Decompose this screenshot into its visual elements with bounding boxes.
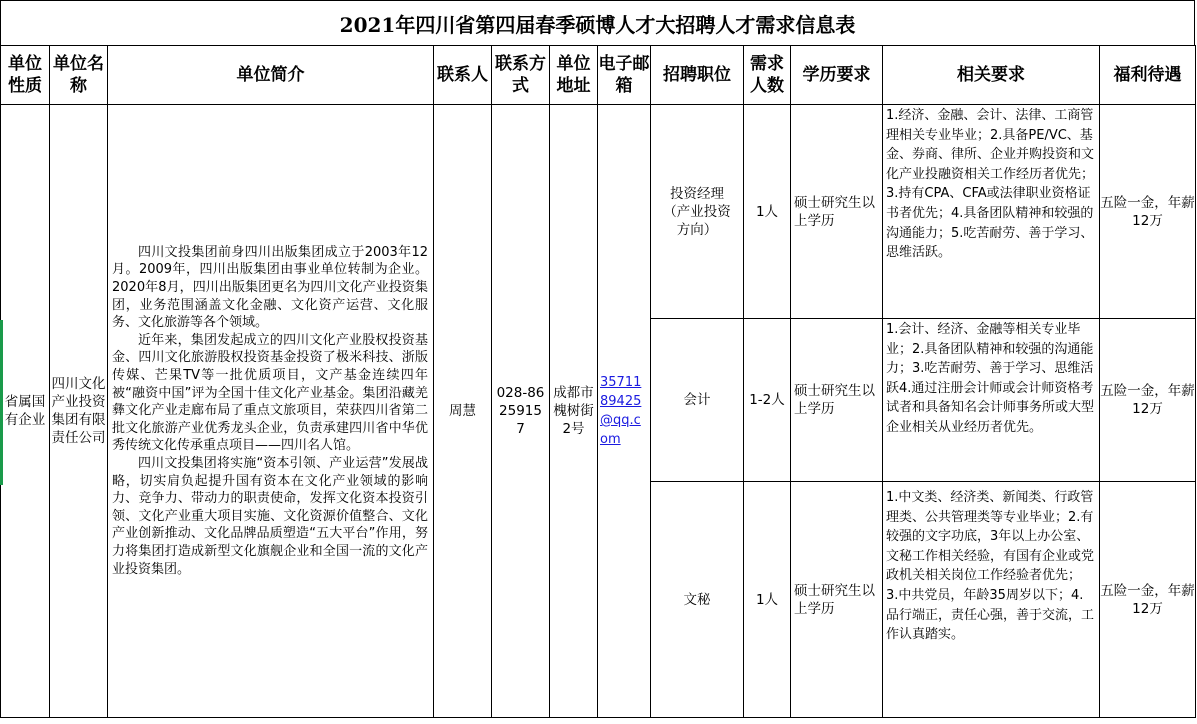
unit-nature-text: 省属国有企业 — [4, 394, 46, 428]
intro-paragraph: 四川文投集团将实施“资本引领、产业运营”发展战略，切实肩负起提升国有资本在文化产业领域的影响力、竞争力、带动力的职责使命，发挥文化资本投资引领、文化产业重大项目实施、文化资源价值整合、文化产业创新推动、文化品牌品质塑造“五大平台”作用，努力将集团打造成新型文化旗舰企业和全国一流的文化产业投资集团。 — [112, 455, 428, 577]
phone-text: 028-86259157 — [496, 385, 545, 437]
requirements-text: 3.中共党员，年龄35周岁以下；4.品行端正，责任心强，善于交流，工作认真踏实。 — [886, 587, 1095, 643]
position-education-text: 硕士研究生以上学历 — [794, 194, 875, 229]
header-education[interactable]: 学历要求 — [791, 46, 883, 105]
address-text: 成都市槐树街2号 — [553, 385, 594, 437]
header-phone[interactable]: 联系方式 — [492, 46, 550, 105]
cell-position-education[interactable] — [791, 319, 883, 482]
selection-marker — [0, 320, 3, 485]
cell-contact[interactable] — [434, 105, 492, 718]
cell-position-count[interactable] — [744, 105, 791, 319]
cell-position-requirements[interactable] — [883, 319, 1100, 482]
header-count[interactable]: 需求人数 — [744, 46, 791, 105]
cell-position-title[interactable] — [651, 482, 744, 718]
cell-position-requirements[interactable] — [883, 105, 1100, 319]
header-benefits[interactable]: 福利待遇 — [1100, 46, 1196, 105]
recruitment-table — [0, 45, 1196, 718]
cell-position-count[interactable] — [744, 482, 791, 718]
cell-unit-name[interactable] — [50, 105, 108, 718]
position-title-text: 投资经理（产业投资方向） — [663, 185, 731, 238]
header-intro[interactable]: 单位简介 — [108, 46, 434, 105]
header-position[interactable]: 招聘职位 — [651, 46, 744, 105]
position-count-text: 1人 — [755, 203, 779, 220]
cell-position-benefits[interactable] — [1100, 105, 1196, 319]
header-row — [1, 46, 1196, 105]
cell-position-benefits[interactable] — [1100, 482, 1196, 718]
header-contact[interactable]: 联系人 — [434, 46, 492, 105]
header-nature[interactable]: 单位性质 — [1, 46, 50, 105]
cell-position-requirements[interactable] — [883, 482, 1100, 718]
table-row-investment-manager — [1, 105, 1196, 319]
cell-unit-intro[interactable] — [108, 105, 434, 718]
requirements-text: 1.经济、金融、会计、法律、工商管理相关专业毕业；2.具备PE/VC、基金、券商、律所、企业并购投资和文化产业投融资相关工作经历者优先；3.持有CPA、CFA或法律职业资格证书者优先；4.具备团队精神和较强的沟通能力；5.吃苦耐劳、善于学习、思维活跃。 — [886, 108, 1095, 261]
contact-text: 周慧 — [449, 403, 476, 419]
header-name[interactable]: 单位名称 — [50, 46, 108, 105]
unit-name-text: 四川文化产业投资集团有限责任公司 — [51, 376, 106, 446]
cell-position-title[interactable] — [651, 319, 744, 482]
cell-position-benefits[interactable] — [1100, 319, 1196, 482]
cell-email[interactable] — [598, 105, 651, 718]
position-title-text: 会计 — [683, 392, 711, 408]
email-link[interactable]: 3571189425@qq.com — [600, 375, 642, 447]
header-address[interactable]: 单位地址 — [550, 46, 598, 105]
benefits-text: 五险一金，年薪12万 — [1100, 194, 1195, 229]
cell-position-count[interactable] — [744, 319, 791, 482]
intro-paragraph: 近年来，集团发起成立的四川文化产业股权投资基金、四川文化旅游股权投资基金投资了极米科技、浙版传媒、芒果TV等一批优质项目，文产基金连续四年被“融资中国”评为全国十佳文化产业基金。集团沿藏羌彝文化产业走廊布局了重点文旅项目，荣获四川省第二批文化旅游产业优秀龙头企业，负责承建四川省中华优秀传统文化传承重点项目——四川名人馆。 — [112, 332, 428, 454]
cell-position-education[interactable] — [791, 482, 883, 718]
position-title-text: 文秘 — [683, 591, 711, 608]
intro-paragraph: 四川文投集团前身四川出版集团成立于2003年12月。2009年，四川出版集团由事业单位转制为企业。2020年8月，四川出版集团更名为四川文化产业投资集团，业务范围涵盖文化金融、文化资产运营、文化服务、文化旅游等各个领域。 — [112, 244, 428, 331]
cell-unit-nature[interactable] — [1, 105, 50, 718]
position-count-text: 1-2人 — [749, 392, 785, 408]
sheet-bottom-edge — [0, 718, 1197, 724]
header-requirements[interactable]: 相关要求 — [883, 46, 1100, 105]
cell-address[interactable] — [550, 105, 598, 718]
cell-position-education[interactable] — [791, 105, 883, 319]
position-education-text: 硕士研究生以上学历 — [794, 383, 875, 417]
header-email[interactable]: 电子邮箱 — [598, 46, 651, 105]
position-count-text: 1人 — [755, 591, 779, 608]
cell-position-title[interactable] — [651, 105, 744, 319]
benefits-text: 五险一金，年薪12万 — [1100, 383, 1195, 417]
requirements-text: 1.会计、经济、金融等相关专业毕业；2.具备团队精神和较强的沟通能力；3.吃苦耐劳、善于学习、思维活跃4.通过注册会计师或会计师资格考试者和具备知名会计师事务所或大型企业相关从业经历者优先。 — [886, 322, 1095, 435]
cell-phone[interactable] — [492, 105, 550, 718]
benefits-text: 五险一金，年薪12万 — [1100, 582, 1195, 617]
position-education-text: 硕士研究生以上学历 — [794, 582, 875, 617]
requirements-text: 1.中文类、经济类、新闻类、行政管理类、公共管理类等专业毕业；2.有较强的文字功底，3年以上办公室、文秘工作相关经验，有国有企业或党政机关相关岗位工作经验者优先； — [886, 490, 1095, 584]
table-title: 2021年四川省第四届春季硕博人才大招聘人才需求信息表 — [0, 0, 1195, 45]
